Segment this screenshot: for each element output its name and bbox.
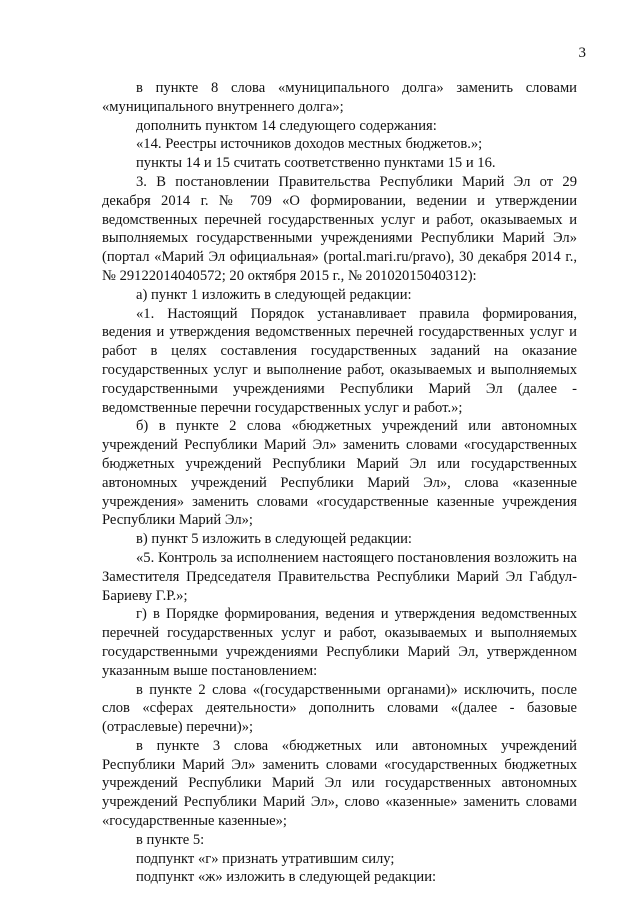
paragraph-15: подпункт «г» признать утратившим силу; [136, 850, 395, 867]
paragraph-2: дополнить пунктом 14 следующего содержания: [136, 117, 437, 134]
paragraph-11: г) в Порядке формирования, ведения и утверждения ведомственных перечней государственных услуг и работ, оказываемых и выполняемых государственными учреждениями Республики Марий Эл, утвержденном указанным выше постановлением: [102, 606, 577, 679]
paragraph-5: 3. В постановлении Правительства Республики Марий Эл от 29 декабря 2014 г. № 709 «О формировании, ведении и утверждении ведомственных перечней государственных услуг и работ, оказываемых и выполняемых государственными учреждениями Республики Марий Эл» (портал «Марий Эл официальная» (portal.mari.ru/pravo), 30 декабря 2014 г., № 29122014040572; 20 октября 2015 г., № 20102015040312): [102, 173, 577, 284]
paragraph-1: в пункте 8 слова «муниципального долга» заменить словами «муниципального внутреннего долга»; [102, 80, 577, 115]
paragraph-6: а) пункт 1 изложить в следующей редакции: [136, 286, 412, 303]
paragraph-9: в) пункт 5 изложить в следующей редакции: [136, 531, 412, 548]
paragraph-14: в пункте 5: [136, 831, 205, 848]
paragraph-12: в пункте 2 слова «(государственными органами)» исключить, после слов «сферах деятельности» дополнить словами «(далее - базовые (отраслевые) перечни)»; [102, 681, 577, 736]
paragraph-3: «14. Реестры источников доходов местных бюджетов.»; [136, 136, 483, 153]
paragraph-16: подпункт «ж» изложить в следующей редакции: [136, 869, 437, 886]
paragraph-10: «5. Контроль за исполнением настоящего постановления возложить на Заместителя Председателя Правительства Республики Марий Эл Габдул-Бариеву Г.Р.»; [102, 549, 577, 604]
paragraph-13: в пункте 3 слова «бюджетных или автономных учреждений Республики Марий Эл» заменить словами «государственных бюджетных учреждений Республики Марий Эл или государственных автономных учреждений Республики Марий Эл», слово «казенные» заменить словами «государственные казенные»; [102, 737, 577, 830]
page-number: 3 [578, 45, 586, 61]
paragraph-8: б) в пункте 2 слова «бюджетных учреждений или автономных учреждений Республики Марий Эл» заменить словами «государственных бюджетных учреждений Республики Марий Эл или государственных автономных учреждений Республики Марий Эл», слова «казенные учреждения» заменить словами «государственные казенные учреждения Республики Марий Эл»; [102, 418, 577, 529]
document-body [102, 79, 577, 887]
paragraph-7: «1. Настоящий Порядок устанавливает правила формирования, ведения и утверждения ведомственных перечней государственных услуг и работ в целях составления государственных заданий на оказание государственных услуг и выполнение работ, оказываемых и выполняемых государственными учреждениями Республики Марий Эл (далее - ведомственные перечни государственных услуг и работ.»; [102, 305, 577, 416]
paragraph-4: пункты 14 и 15 считать соответственно пунктами 15 и 16. [136, 155, 496, 172]
